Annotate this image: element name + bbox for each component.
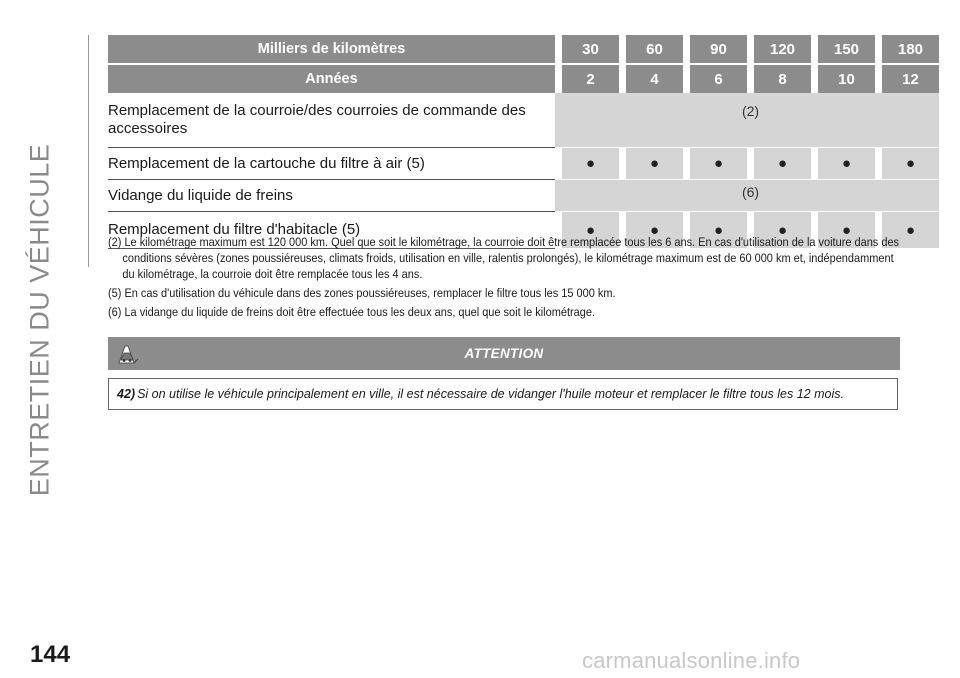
side-section-title-text: ENTRETIEN DU VÉHICULE xyxy=(24,143,55,497)
header-row-km xyxy=(108,35,939,64)
row-mark: ● xyxy=(690,148,747,180)
row-label: Remplacement de la courroie/des courroies de commande des accessoires xyxy=(108,93,555,148)
row-label: Remplacement de la cartouche du filtre à air (5) xyxy=(108,148,555,180)
attention-ref: 42) xyxy=(117,387,136,401)
row-span-note: (2) xyxy=(562,93,939,148)
attention-title: ATTENTION xyxy=(464,346,544,361)
row-mark: ● xyxy=(562,212,619,249)
row-mark: ● xyxy=(562,148,619,180)
row-span-note: (6) xyxy=(562,180,939,212)
row-label: Remplacement du filtre d'habitacle (5) xyxy=(108,212,555,249)
row-mark: ● xyxy=(754,148,811,180)
footnote: (5) En cas d'utilisation du véhicule dans des zones poussiéreuses, remplacer le filtre tous les 15 000 km. xyxy=(108,286,616,300)
row-mark: ● xyxy=(626,212,683,249)
header-km-60: 60 xyxy=(626,35,683,64)
maintenance-table xyxy=(108,35,939,249)
header-years-8: 8 xyxy=(754,64,811,93)
attention-body xyxy=(108,378,898,410)
header-km-180: 180 xyxy=(882,35,939,64)
row-mark: ● xyxy=(754,212,811,249)
attention-header xyxy=(108,337,900,370)
header-km-150: 150 xyxy=(818,35,875,64)
header-km-90: 90 xyxy=(690,35,747,64)
footnote: (6) La vidange du liquide de freins doit être effectuée tous les deux ans, quel que soit le kilométrage. xyxy=(108,305,595,319)
row-mark: ● xyxy=(690,212,747,249)
side-divider xyxy=(88,35,89,267)
row-mark: ● xyxy=(818,148,875,180)
row-mark: ● xyxy=(626,148,683,180)
header-years-6: 6 xyxy=(690,64,747,93)
header-km-120: 120 xyxy=(754,35,811,64)
header-years-4: 4 xyxy=(626,64,683,93)
footnote: (2) Le kilométrage maximum est 120 000 km. Quel que soit le kilométrage, la courroie doit être remplacée tous les 6 ans. En cas d'utilisation de la voiture dans des conditions sévères (zones poussiéreuses, climats froids, utilisation en ville, ralentis prolongés), le kilométrage maximum est de 60 000 km et, indépendamment du kilométrage, la courroie doit être remplacée tous les 4 ans. xyxy=(108,235,900,281)
row-label: Vidange du liquide de freins xyxy=(108,180,555,212)
table-row xyxy=(108,180,939,212)
row-mark: ● xyxy=(818,212,875,249)
page-number: 144 xyxy=(30,641,71,668)
header-km-30: 30 xyxy=(562,35,619,64)
footnotes xyxy=(108,234,900,323)
row-mark: ● xyxy=(882,148,939,180)
table-row xyxy=(108,148,939,180)
header-years-12: 12 xyxy=(882,64,939,93)
header-years-10: 10 xyxy=(818,64,875,93)
watermark: carmanualsonline.info xyxy=(582,648,801,673)
row-mark: ● xyxy=(882,212,939,249)
table-row xyxy=(108,93,939,148)
header-row-years xyxy=(108,64,939,93)
attention-text: Si on utilise le véhicule principalement en ville, il est nécessaire de vidanger l'huile moteur et remplacer le filtre tous les 12 mois. xyxy=(137,387,844,401)
header-km-label: Milliers de kilomètres xyxy=(108,35,555,64)
header-years-label: Années xyxy=(108,64,555,93)
header-years-2: 2 xyxy=(562,64,619,93)
